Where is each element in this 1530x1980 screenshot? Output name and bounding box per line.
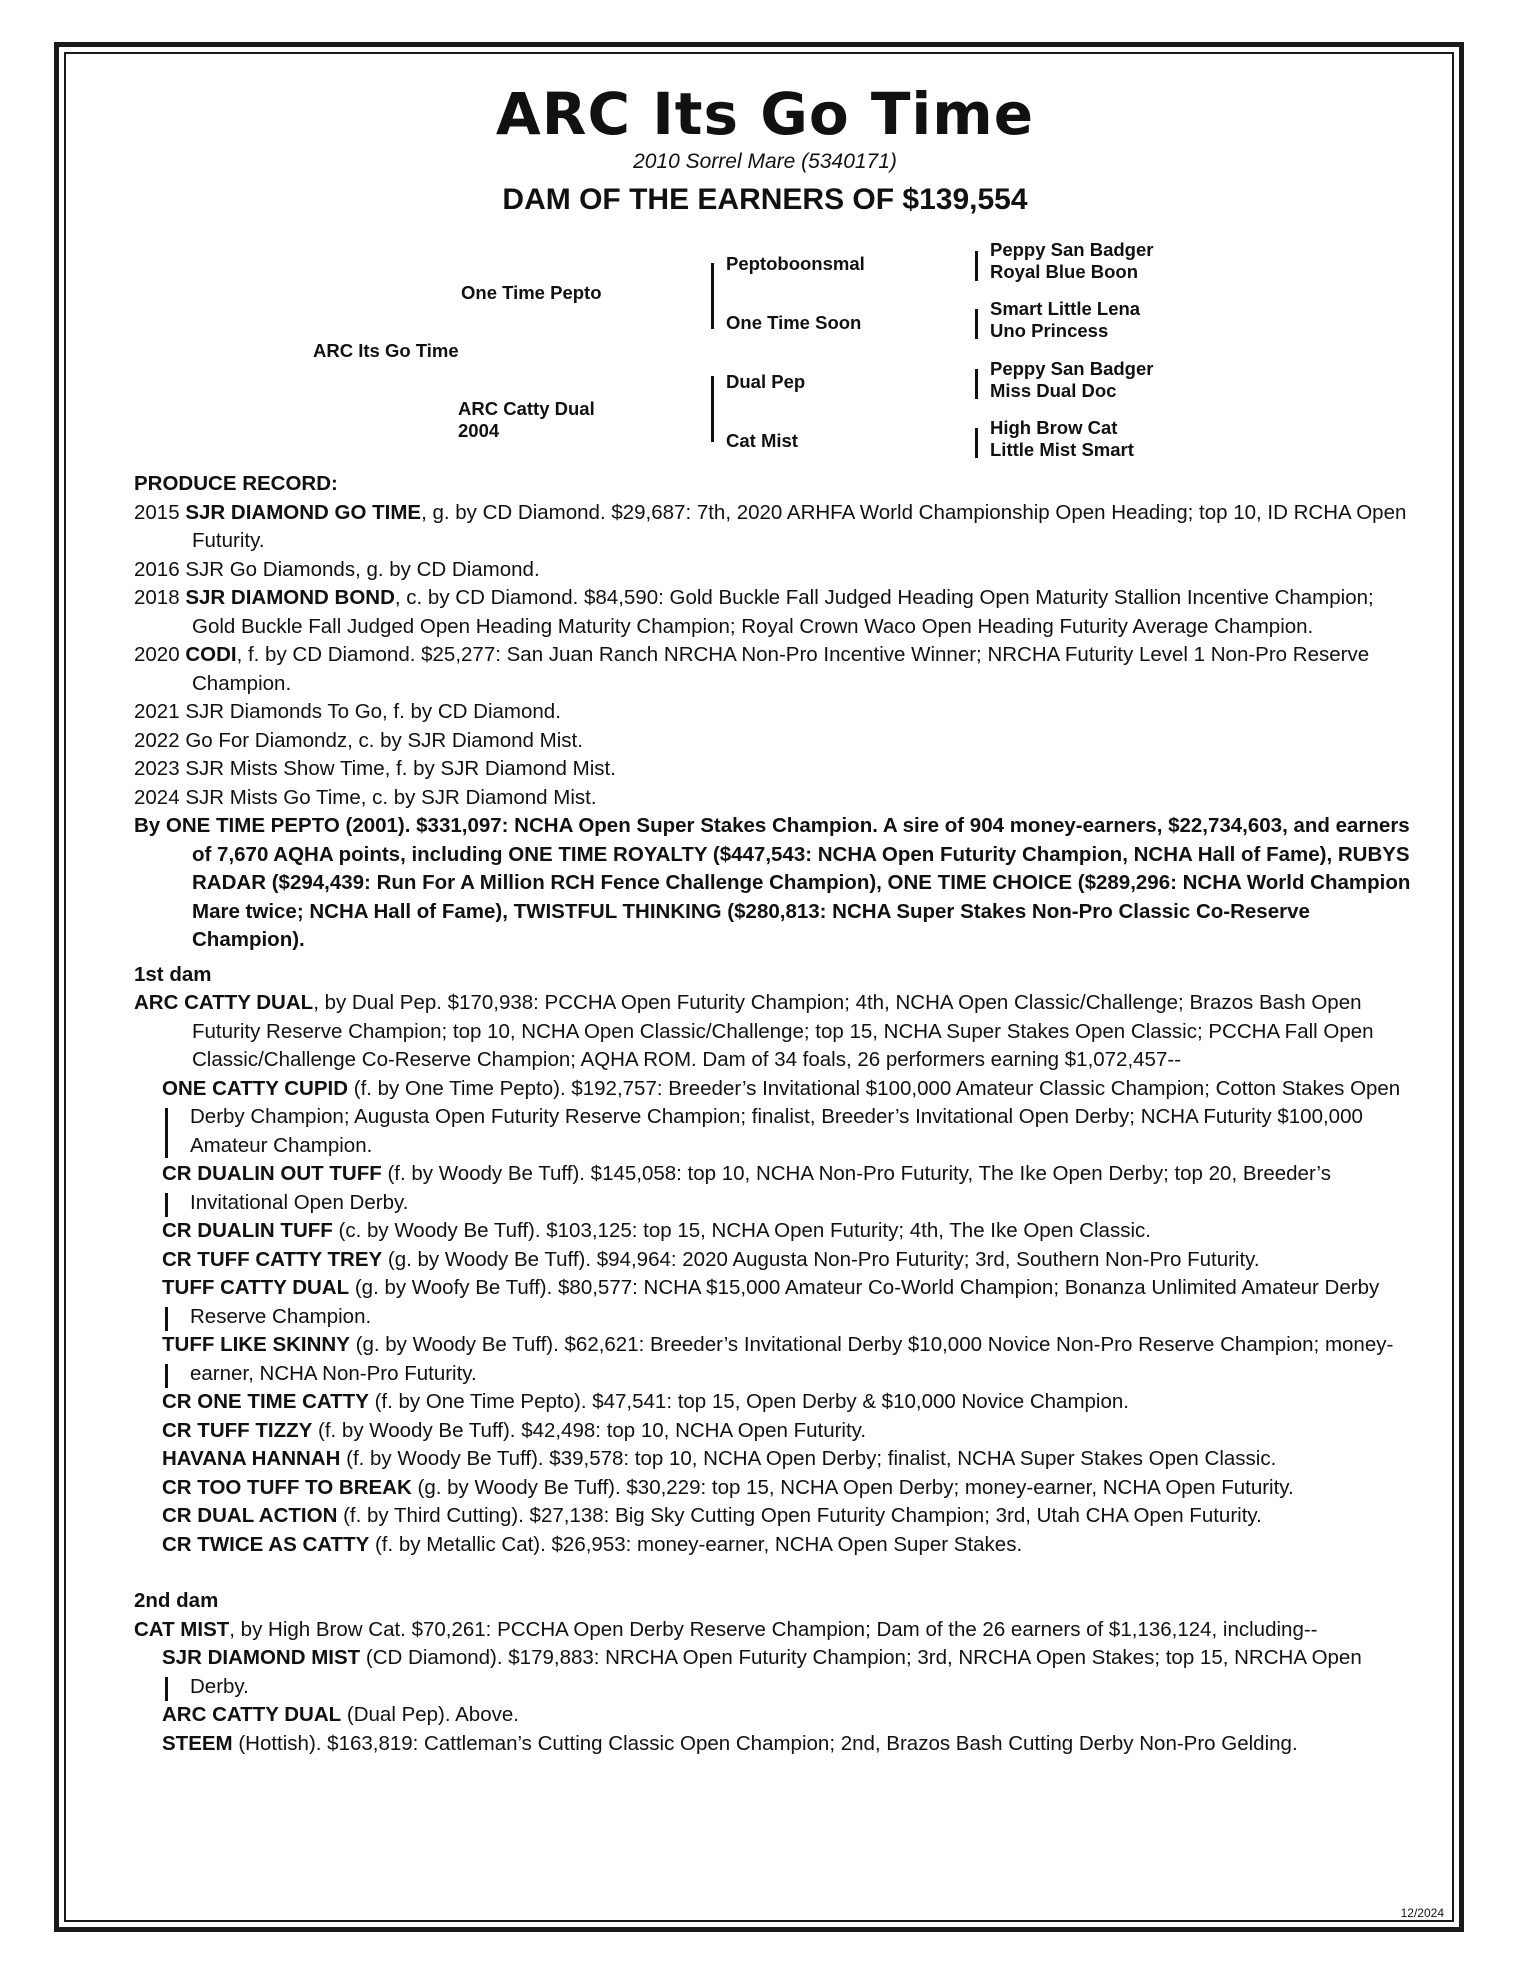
pedigree-sd-sire: Smart Little Lena	[990, 298, 1141, 319]
offspring-entry: ONE CATTY CUPID (f. by One Time Pepto). $192,757: Breeder’s Invitational $100,000 Amateur Classic Champion; Cotton Stakes Open Derby Champion; Augusta Open Futurity Reserve Champion; finalist, Breeder’s Invitational Open Derby; NCHA Futurity $100,000 Amateur Champion.	[134, 1075, 1414, 1161]
offspring-entry: SJR DIAMOND MIST (CD Diamond). $179,883: NRCHA Open Futurity Champion; 3rd, NRCHA Open Stakes; top 15, NRCHA Open Derby.	[134, 1644, 1414, 1701]
pedigree-horse: ARC Its Go Time	[313, 340, 459, 361]
produce-entry: 2024 SJR Mists Go Time, c. by SJR Diamond Mist.	[134, 785, 597, 809]
offspring-entry: CR ONE TIME CATTY (f. by One Time Pepto). $47,541: top 15, Open Derby & $10,000 Novice Champion.	[162, 1390, 1129, 1413]
produce-entry: 2018 SJR DIAMOND BOND, c. by CD Diamond. $84,590: Gold Buckle Fall Judged Heading Open Maturity Stallion Incentive Champion; Gold Buckle Fall Judged Open Heading Maturity Champion; Royal Crown Waco Open Heading Futurity Average Champion.	[134, 586, 1374, 638]
offspring-entry: ARC CATTY DUAL (Dual Pep). Above.	[162, 1703, 519, 1726]
pedigree-sire-sire: Peptoboonsmal	[726, 253, 865, 274]
pedigree-ss-dam: Royal Blue Boon	[990, 261, 1139, 282]
second-dam-heading: 2nd dam	[134, 1589, 219, 1612]
pedigree-sire-dam: One Time Soon	[726, 312, 862, 333]
pedigree-dam-sire: Dual Pep	[726, 371, 806, 392]
offspring-entry: CR TUFF CATTY TREY (g. by Woody Be Tuff). $94,964: 2020 Augusta Non-Pro Futurity; 3rd, Southern Non-Pro Futurity.	[162, 1247, 1260, 1271]
record-body	[134, 470, 1414, 1758]
pedigree-dd-dam: Little Mist Smart	[990, 439, 1134, 460]
page-title: ARC Its Go Time	[495, 80, 1035, 148]
earnings-headline: DAM OF THE EARNERS OF $139,554	[502, 183, 1028, 216]
page-subtitle: 2010 Sorrel Mare (5340171)	[633, 150, 897, 173]
pedigree-bracket	[975, 251, 978, 281]
produce-entry: 2015 SJR DIAMOND GO TIME, g. by CD Diamond. $29,687: 7th, 2020 ARHFA World Championship Open Heading; top 10, ID RCHA Open Futurity.	[134, 500, 1407, 552]
offspring-entry: TUFF LIKE SKINNY (g. by Woody Be Tuff). $62,621: Breeder’s Invitational Derby $10,000 Novice Non-Pro Reserve Champion; money-earner, NCHA Non-Pro Futurity.	[134, 1331, 1414, 1388]
first-dam-record: ARC CATTY DUAL, by Dual Pep. $170,938: PCCHA Open Futurity Champion; 4th, NCHA Open Classic/Challenge; Brazos Bash Open Futurity Reserve Champion; top 10, NCHA Open Classic/Challenge; top 15, NCHA Super Stakes Open Classic; PCCHA Fall Open Classic/Challenge Co-Reserve Champion; AQHA ROM. Dam of 34 foals, 26 performers earning $1,072,457--	[134, 991, 1374, 1071]
produce-entry: 2022 Go For Diamondz, c. by SJR Diamond Mist.	[134, 728, 583, 752]
offspring-entry: CR TWICE AS CATTY (f. by Metallic Cat). $26,953: money-earner, NCHA Open Super Stakes.	[162, 1532, 1023, 1556]
pedigree-ds-dam: Miss Dual Doc	[990, 380, 1117, 401]
pedigree-bracket	[711, 263, 714, 329]
sire-note: By ONE TIME PEPTO (2001). $331,097: NCHA Open Super Stakes Champion. A sire of 904 money-earners, $22,734,603, and earners of 7,670 AQHA points, including ONE TIME ROYALTY ($447,543: NCHA Open Futurity Champion, NCHA Hall of Fame), RUBYS RADAR ($294,439: Run For A Million RCH Fence Challenge Champion), ONE TIME CHOICE ($289,296: NCHA World Champion Mare twice; NCHA Hall of Fame), TWISTFUL THINKING ($280,813: NCHA Super Stakes Non-Pro Classic Co-Reserve Champion).	[134, 814, 1411, 951]
revision-date: 12/2024	[1400, 1906, 1444, 1920]
pedigree-ds-sire: Peppy San Badger	[990, 358, 1154, 379]
offspring-entry: HAVANA HANNAH (f. by Woody Be Tuff). $39,578: top 10, NCHA Open Derby; finalist, NCHA Super Stakes Open Classic.	[162, 1447, 1277, 1470]
pedigree-ss-sire: Peppy San Badger	[990, 239, 1154, 260]
produce-entry: 2021 SJR Diamonds To Go, f. by CD Diamond.	[134, 700, 561, 723]
pedigree-bracket	[711, 376, 714, 442]
produce-heading: PRODUCE RECORD:	[134, 472, 338, 495]
offspring-entry: CR DUAL ACTION (f. by Third Cutting). $27,138: Big Sky Cutting Open Futurity Champion; 3rd, Utah CHA Open Futurity.	[162, 1504, 1262, 1527]
offspring-entry: TUFF CATTY DUAL (g. by Woofy Be Tuff). $80,577: NCHA $15,000 Amateur Co-World Champion; Bonanza Unlimited Amateur Derby Reserve Champion.	[134, 1274, 1414, 1331]
pedigree-bracket	[975, 309, 978, 339]
produce-entry: 2016 SJR Go Diamonds, g. by CD Diamond.	[134, 557, 540, 581]
pedigree-bracket	[975, 428, 978, 458]
pedigree-dam: ARC Catty Dual	[458, 398, 595, 419]
offspring-entry: CR DUALIN TUFF (c. by Woody Be Tuff). $103,125: top 15, NCHA Open Futurity; 4th, The Ike Open Classic.	[162, 1219, 1151, 1242]
offspring-entry: STEEM (Hottish). $163,819: Cattleman’s Cutting Classic Open Champion; 2nd, Brazos Bash Cutting Derby Non-Pro Gelding.	[162, 1731, 1298, 1755]
produce-entry: 2020 CODI, f. by CD Diamond. $25,277: San Juan Ranch NRCHA Non-Pro Incentive Winner; NRCHA Futurity Level 1 Non-Pro Reserve Champion.	[134, 643, 1370, 695]
offspring-entry: CR TUFF TIZZY (f. by Woody Be Tuff). $42,498: top 10, NCHA Open Futurity.	[162, 1418, 867, 1442]
offspring-entry: CR TOO TUFF TO BREAK (g. by Woody Be Tuff). $30,229: top 15, NCHA Open Derby; money-earner, NCHA Open Futurity.	[162, 1475, 1294, 1499]
pedigree-dam-dam: Cat Mist	[726, 430, 798, 451]
pedigree-sd-dam: Uno Princess	[990, 320, 1109, 341]
pedigree-dd-sire: High Brow Cat	[990, 417, 1118, 438]
first-dam-heading: 1st dam	[134, 962, 212, 986]
produce-entry: 2023 SJR Mists Show Time, f. by SJR Diamond Mist.	[134, 757, 616, 780]
pedigree-bracket	[975, 369, 978, 399]
pedigree-dam-year: 2004	[458, 420, 500, 441]
pedigree-sire: One Time Pepto	[461, 282, 602, 303]
offspring-entry: CR DUALIN OUT TUFF (f. by Woody Be Tuff). $145,058: top 10, NCHA Non-Pro Futurity, The Ike Open Derby; top 20, Breeder’s Invitational Open Derby.	[134, 1160, 1414, 1217]
second-dam-record: CAT MIST, by High Brow Cat. $70,261: PCCHA Open Derby Reserve Champion; Dam of the 26 earners of $1,136,124, including--	[134, 1617, 1318, 1641]
